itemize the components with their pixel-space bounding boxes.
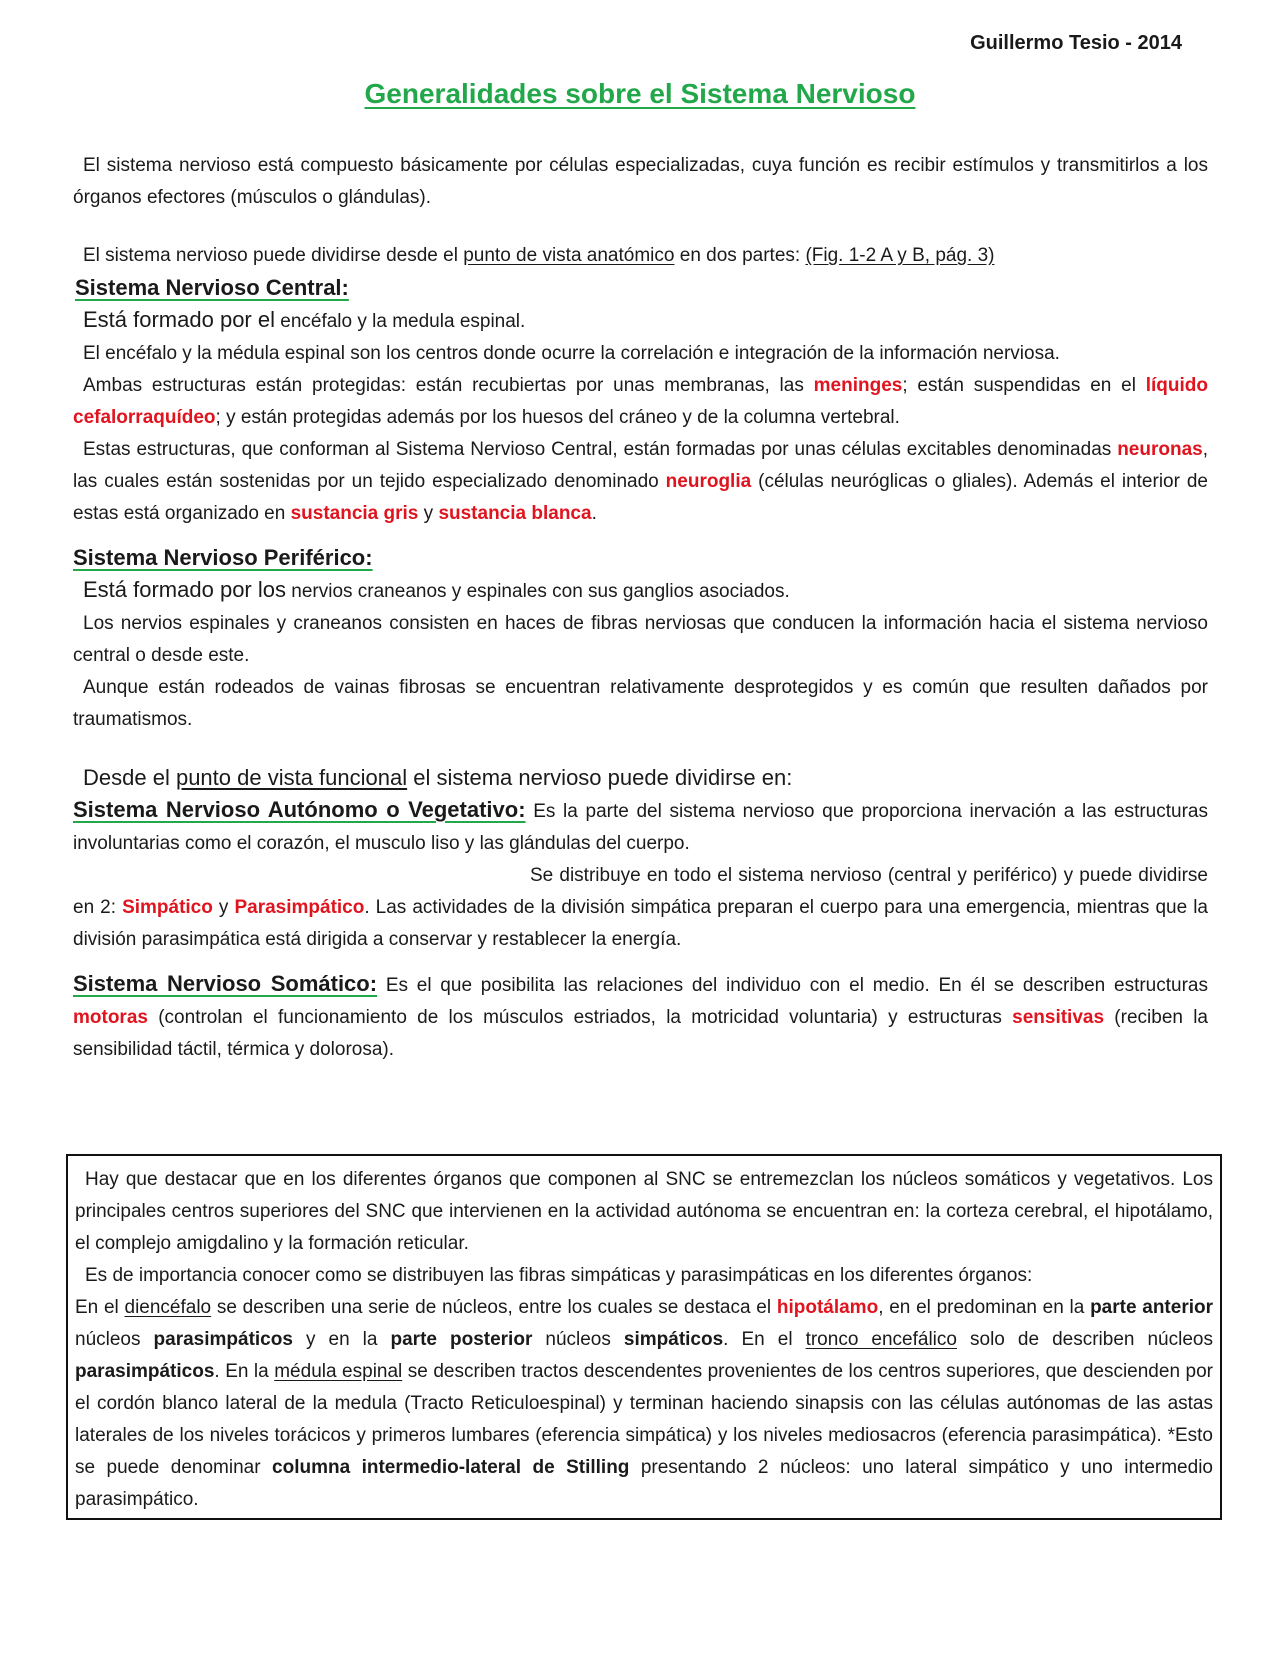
- page-title: Generalidades sobre el Sistema Nervioso: [364, 78, 916, 109]
- term-neuroglia: neuroglia: [665, 471, 752, 492]
- box-paragraph-3: [75, 1292, 1213, 1516]
- box-paragraph-2: Es de importancia conocer como se distribuyen las fibras simpáticas y parasimpáticas en los diferentes órganos:: [85, 1265, 1033, 1286]
- functional-view-link: punto de vista funcional: [175, 765, 408, 790]
- text-span: solo de describen núcleos: [956, 1329, 1213, 1350]
- snc-line-1: [73, 304, 1208, 338]
- text-span: ; están suspendidas en el: [902, 375, 1146, 396]
- text-span: (controlan el funcionamiento de los músculos estriados, la motricidad voluntaria) y estructuras: [147, 1007, 1013, 1028]
- term-stilling: columna intermedio-lateral de Stilling: [272, 1457, 630, 1478]
- autonomic-heading: Sistema Nervioso Autónomo o Vegetativo:: [73, 797, 526, 822]
- term-parasimpatico: Parasimpático: [234, 897, 365, 918]
- text-span: el sistema nervioso puede dividirse en:: [407, 765, 793, 790]
- text-span: presentando 2 núcleos: uno lateral simpático y uno intermedio parasimpático.: [75, 1457, 1213, 1510]
- box-paragraph-1: Hay que destacar que en los diferentes órganos que componen al SNC se entremezclan los núcleos somáticos y vegetativos. Los principales centros superiores del SNC que intervienen en la actividad autónoma se encuentran en: la corteza cerebral, el hipotálamo, el complejo amigdalino y la formación reticular.: [75, 1169, 1213, 1254]
- autonomic-paragraph: [73, 794, 1208, 860]
- term-medula-espinal: médula espinal: [274, 1361, 403, 1382]
- text-span: Ambas estructuras están protegidas: están recubiertas por unas membranas, las: [83, 375, 814, 396]
- text-span: (reciben la sensibilidad táctil, térmica y dolorosa).: [73, 1007, 1208, 1060]
- text-span: encéfalo y la medula espinal.: [274, 311, 526, 332]
- anatomical-division-paragraph: [73, 240, 1208, 272]
- text-span: núcleos: [75, 1329, 154, 1350]
- text-span: . En el: [723, 1329, 806, 1350]
- term-simpaticos: simpáticos: [623, 1329, 724, 1350]
- snc-line-3: [73, 370, 1208, 434]
- text-span: se describen una serie de núcleos, entre los cuales se destaca el: [211, 1297, 777, 1318]
- text-span: en dos partes:: [674, 245, 806, 266]
- term-diencefalo: diencéfalo: [124, 1297, 212, 1318]
- text-span: .: [591, 503, 597, 524]
- term-sustancia-blanca: sustancia blanca: [438, 503, 592, 524]
- term-parasimpaticos: parasimpáticos: [153, 1329, 293, 1350]
- snp-heading: Sistema Nervioso Periférico:: [73, 545, 373, 570]
- text-span: (células neuróglicas o gliales). Además el interior de estas está organizado en: [73, 471, 1208, 524]
- text-span: ; y están protegidas además por los huesos del cráneo y de la columna vertebral.: [215, 407, 900, 428]
- term-neuronas: neuronas: [1117, 439, 1203, 460]
- text-span: nervios craneanos y espinales con sus ganglios asociados.: [285, 581, 790, 602]
- somatic-paragraph: [73, 968, 1208, 1066]
- anatomical-view-link: punto de vista anatómico: [463, 245, 675, 266]
- text-span: . En la: [214, 1361, 275, 1382]
- snc-heading: Sistema Nervioso Central:: [75, 275, 349, 300]
- text-span: , en el predominan en la: [878, 1297, 1091, 1318]
- text-span: núcleos: [532, 1329, 624, 1350]
- figure-reference: (Fig. 1-2 A y B, pág. 3): [805, 245, 995, 266]
- term-sensitivas: sensitivas: [1012, 1007, 1105, 1028]
- text-span: Es la parte del sistema nervioso que proporciona inervación a las estructuras involuntarias como el corazón, el musculo liso y las glándulas del cuerpo.: [73, 801, 1208, 854]
- term-motoras: motoras: [73, 1007, 148, 1028]
- snp-line-3: Aunque están rodeados de vainas fibrosas se encuentran relativamente desprotegidos y es común que resulten dañados por traumatismos.: [73, 677, 1208, 730]
- text-span: El sistema nervioso puede dividirse desde el: [83, 245, 464, 266]
- text-span: se describen tractos descendentes provenientes de los centros superiores, que descienden por el cordón blanco lateral de la medula (Tracto Reticuloespinal) y terminan haciendo sinapsis con las células autónomas de las astas laterales de los niveles torácicos y primeros lumbares (eferencia simpática) y los niveles mediosacros (eferencia parasimpática). *Esto se puede denominar: [75, 1361, 1213, 1478]
- main-content: [73, 150, 1208, 1066]
- text-span: , las cuales están sostenidas por un tejido especializado denominado: [73, 439, 1208, 492]
- somatic-heading: Sistema Nervioso Somático:: [73, 971, 378, 996]
- text-span: Es el que posibilita las relaciones del individuo con el medio. En él se describen estructuras: [377, 975, 1208, 996]
- term-hipotalamo: hipotálamo: [776, 1297, 879, 1318]
- snc-line-2: El encéfalo y la médula espinal son los centros donde ocurre la correlación e integración de la información nerviosa.: [83, 343, 1060, 364]
- text-span: Está formado por los: [83, 577, 286, 602]
- text-span: Se distribuye en todo el sistema nervioso (central y periférico) y puede dividirse en 2:: [73, 865, 1208, 918]
- text-span: Desde el: [83, 765, 176, 790]
- term-sustancia-gris: sustancia gris: [290, 503, 419, 524]
- text-span: y: [418, 503, 439, 524]
- author-line: Guillermo Tesio - 2014: [970, 32, 1182, 54]
- text-span: Estas estructuras, que conforman al Sistema Nervioso Central, están formadas por unas células excitables denominadas: [83, 439, 1118, 460]
- term-meninges: meninges: [813, 375, 903, 396]
- text-span: y en la: [292, 1329, 391, 1350]
- text-span: . Las actividades de la división simpática preparan el cuerpo para una emergencia, mientras que la división parasimpática está dirigida a conservar y restablecer la energía.: [73, 897, 1208, 950]
- summary-box: [66, 1154, 1222, 1520]
- autonomic-paragraph-2: [73, 860, 1208, 956]
- term-parasimpaticos-2: parasimpáticos: [75, 1361, 215, 1382]
- term-tronco-encefalico: tronco encefálico: [805, 1329, 957, 1350]
- term-parte-anterior: parte anterior: [1090, 1297, 1213, 1318]
- snc-line-4: [73, 434, 1208, 530]
- snp-line-1: [73, 574, 1208, 608]
- text-span: Está formado por el: [83, 307, 275, 332]
- term-parte-posterior: parte posterior: [390, 1329, 533, 1350]
- term-lcr: líquido cefalorraquídeo: [73, 375, 1208, 428]
- term-simpatico: Simpático: [122, 897, 213, 918]
- functional-intro: [73, 762, 1208, 794]
- text-span: y: [212, 897, 235, 918]
- text-span: En el: [75, 1297, 125, 1318]
- intro-paragraph: El sistema nervioso está compuesto básicamente por células especializadas, cuya función es recibir estímulos y transmitirlos a los órganos efectores (músculos o glándulas).: [73, 155, 1208, 208]
- snp-line-2: Los nervios espinales y craneanos consisten en haces de fibras nerviosas que conducen la información hacia el sistema nervioso central o desde este.: [73, 613, 1208, 666]
